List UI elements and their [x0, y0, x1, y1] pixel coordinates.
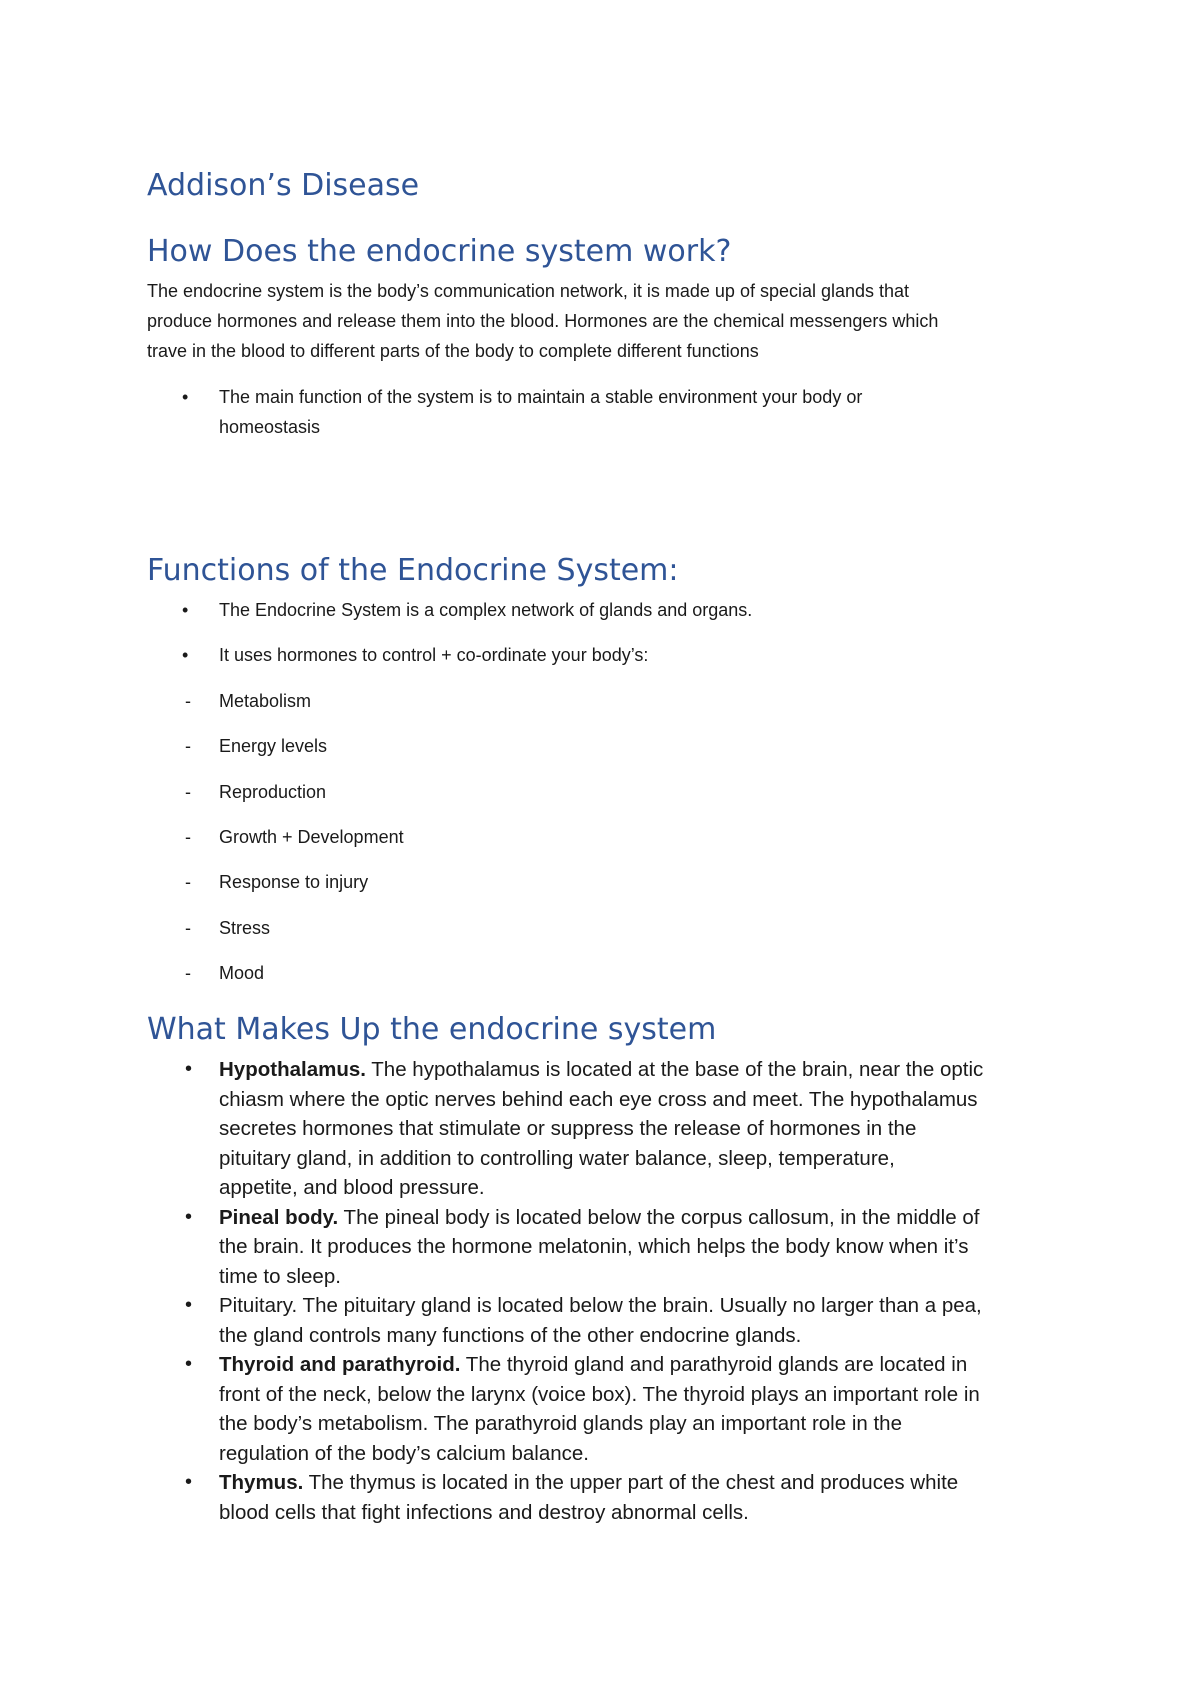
bullet-marker: •	[185, 1471, 193, 1493]
dash-marker: -	[185, 736, 191, 757]
bullet-marker: •	[182, 645, 189, 666]
list-item	[147, 731, 1067, 761]
bullet-marker: •	[185, 1058, 193, 1080]
list-item	[147, 822, 1067, 852]
list-item-text: Reproduction	[219, 781, 327, 802]
gland-text: pituitary gland, in addition to controlling water balance, sleep, temperature,	[219, 1146, 895, 1170]
glands-list	[147, 1055, 1067, 1527]
gland-text: The thyroid gland and parathyroid glands are located in	[460, 1353, 968, 1376]
gland-text: the gland controls many functions of the other endocrine glands.	[219, 1323, 802, 1347]
main-function-list	[147, 382, 1067, 442]
list-item	[147, 777, 1067, 807]
list-item-text: The Endocrine System is a complex network of glands and organs.	[219, 600, 753, 620]
document-title: Addison’s Disease	[147, 168, 420, 203]
heading-functions: Functions of the Endocrine System:	[147, 553, 679, 588]
heading-how-it-works: How Does the endocrine system work?	[147, 234, 732, 269]
list-item-text: Response to injury	[219, 872, 369, 893]
list-item-text: The main function of the system is to maintain a stable environment your body or	[219, 387, 863, 407]
gland-text: time to sleep.	[219, 1264, 341, 1288]
bullet-marker: •	[182, 387, 189, 407]
gland-text: Pituitary. The pituitary gland is located below the brain. Usually no larger than a pea,	[219, 1294, 982, 1317]
gland-text: the body’s metabolism. The parathyroid glands play an important role in the	[219, 1412, 902, 1435]
dash-marker: -	[185, 781, 191, 802]
list-item	[147, 913, 1067, 943]
functions-list	[147, 595, 1067, 1004]
list-item	[147, 867, 1067, 897]
dash-marker: -	[185, 690, 191, 711]
gland-text: blood cells that fight infections and destroy abnormal cells.	[219, 1500, 749, 1524]
list-item-text: Mood	[219, 963, 265, 984]
gland-text: The hypothalamus is located at the base of the brain, near the optic	[365, 1058, 984, 1081]
dash-marker: -	[185, 826, 191, 847]
list-item	[147, 686, 1067, 716]
gland-text: the brain. It produces the hormone melatonin, which helps the body know when it’s	[219, 1235, 969, 1258]
gland-term: Thyroid and parathyroid.	[219, 1353, 461, 1376]
gland-term: Pineal body.	[219, 1205, 339, 1229]
intro-paragraph	[147, 276, 1067, 366]
list-item-text: homeostasis	[219, 417, 321, 437]
list-item	[147, 1291, 1067, 1350]
list-item	[147, 958, 1067, 988]
dash-marker: -	[185, 872, 191, 893]
gland-text: regulation of the body’s calcium balance.	[219, 1441, 589, 1465]
bullet-marker: •	[185, 1294, 193, 1316]
intro-line: The endocrine system is the body’s communication network, it is made up of special glands that	[147, 281, 910, 301]
dash-marker: -	[185, 917, 191, 938]
list-item	[147, 1468, 1067, 1527]
gland-term: Hypothalamus.	[219, 1058, 366, 1081]
list-item	[147, 1055, 1067, 1203]
list-item	[147, 1350, 1067, 1468]
bullet-marker: •	[185, 1353, 193, 1375]
list-item	[147, 595, 1067, 625]
dash-marker: -	[185, 963, 191, 984]
gland-text: The pineal body is located below the corpus callosum, in the middle of	[338, 1205, 980, 1229]
gland-text: appetite, and blood pressure.	[219, 1176, 485, 1199]
intro-line: produce hormones and release them into the blood. Hormones are the chemical messengers which	[147, 311, 939, 331]
gland-term: Thymus.	[219, 1471, 304, 1494]
gland-text: front of the neck, below the larynx (voice box). The thyroid plays an important role in	[219, 1382, 980, 1406]
list-item-text: Metabolism	[219, 690, 312, 711]
list-item	[147, 640, 1067, 670]
list-item	[147, 1203, 1067, 1292]
gland-text: secretes hormones that stimulate or suppress the release of hormones in the	[219, 1117, 917, 1140]
gland-text: chiasm where the optic nerves behind each eye cross and meet. The hypothalamus	[219, 1087, 978, 1111]
gland-text: The thymus is located in the upper part of the chest and produces white	[303, 1471, 959, 1494]
bullet-marker: •	[182, 600, 189, 620]
heading-what-makes-up: What Makes Up the endocrine system	[147, 1012, 717, 1047]
intro-line: trave in the blood to different parts of the body to complete different functions	[147, 341, 759, 361]
list-item-text: Stress	[219, 917, 271, 938]
list-item	[147, 382, 1067, 442]
list-item-text: Growth + Development	[219, 826, 404, 847]
list-item-text: It uses hormones to control + co-ordinate your body’s:	[219, 645, 649, 666]
bullet-marker: •	[185, 1205, 193, 1228]
list-item-text: Energy levels	[219, 736, 328, 757]
